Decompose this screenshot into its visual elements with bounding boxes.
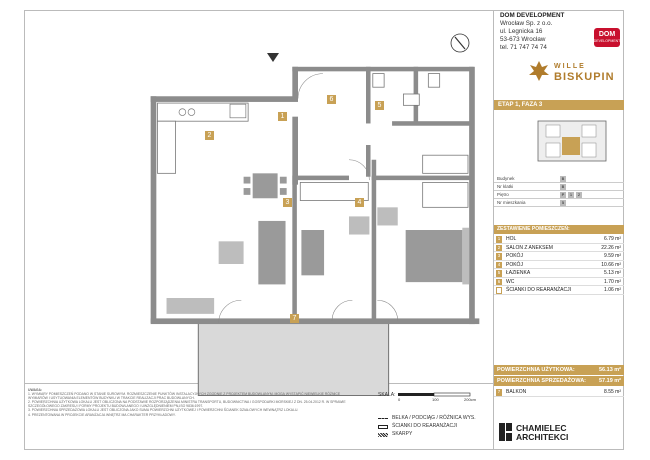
partition-legend-swatch — [378, 425, 388, 429]
usable-area-total — [494, 365, 624, 375]
scale-tick-100: 100 — [432, 397, 439, 402]
plan-label-6: 6 — [327, 95, 336, 104]
brand-name: BISKUPIN — [554, 71, 615, 83]
balcony-area — [198, 323, 388, 396]
sale-area-value: 57.19 m² — [598, 378, 621, 384]
room-number — [496, 287, 502, 294]
developer-company: Wrocław Sp. z o.o. — [500, 20, 553, 27]
room-area: 6.79 m² — [604, 236, 621, 242]
plan-label-7: 7 — [290, 314, 299, 323]
balcony-area: 8.55 m² — [604, 389, 621, 395]
dom-logo-sub: DEVELOPMENT — [593, 38, 621, 43]
architect-line2: ARCHITEKCI — [516, 432, 569, 442]
plan-label-2: 2 — [205, 131, 214, 140]
balcony-row — [494, 388, 624, 397]
room-number: 3 — [497, 253, 501, 258]
meta-apartment-value: 5 — [561, 200, 565, 205]
room-name: SALON Z ANEKSEM — [506, 244, 553, 251]
meta-staircase-label: Nr klatki — [497, 184, 514, 189]
beam-legend-swatch — [378, 418, 388, 419]
leaf-logo-icon — [528, 60, 550, 82]
plan-label-4: 4 — [355, 198, 364, 207]
legend-partitions: ŚCIANKI DO REARANŻACJI — [392, 423, 458, 429]
key-plan-drawing — [536, 113, 608, 168]
room-row — [494, 252, 624, 261]
meta-floor-extra-1: 1 — [569, 192, 573, 197]
room-area: 9.59 m² — [604, 253, 621, 259]
notes-block — [28, 388, 358, 417]
architect-logo-icon — [499, 423, 512, 441]
room-number: 4 — [497, 261, 501, 267]
room-row — [494, 278, 624, 287]
room-name: ŚCIANKI DO REARANŻACJI — [506, 287, 572, 293]
info-panel — [494, 10, 624, 450]
plan-label-5: 5 — [375, 101, 384, 110]
note-item: 4. PREZENTOWANA W PROJEKCIE ARANŻACJA WNĘTRZ MA CHARAKTER PRZYKŁADOWY. — [28, 412, 176, 417]
room-number: 1 — [497, 236, 501, 241]
room-number: 5 — [497, 270, 501, 275]
room-row — [494, 286, 624, 295]
meta-floor-label: Piętro — [497, 192, 509, 197]
legend-beam: BELKA / PODCIĄG / RÓŻNICA WYS. — [392, 415, 476, 421]
architect-name — [516, 424, 568, 442]
meta-apartment — [494, 199, 624, 207]
developer-phone: tel. 71 747 74 74 — [500, 44, 547, 51]
architect-line1: CHAMIELEC — [516, 423, 567, 433]
room-name: POKÓJ — [506, 261, 523, 268]
room-row — [494, 261, 624, 270]
sale-area-total — [494, 376, 624, 386]
stage-bar: ETAP 1, FAZA 3 — [494, 100, 624, 110]
usable-area-value: 56.13 m² — [598, 367, 621, 373]
balcony-name: BALKON — [506, 389, 527, 395]
room-area: 1.70 m² — [604, 278, 621, 285]
meta-floor — [494, 191, 624, 199]
meta-apartment-label: Nr mieszkania — [497, 200, 526, 205]
scale-tick-200: 200cm — [464, 397, 477, 402]
meta-floor-value: P — [561, 192, 565, 197]
scale-tick-0: 0 — [398, 397, 401, 402]
sale-area-label: POWIERZCHNIA SPRZEDAŻOWA: — [497, 378, 587, 384]
room-row — [494, 244, 624, 253]
room-name: POKÓJ — [506, 253, 523, 259]
dom-development-logo — [594, 28, 620, 47]
balcony-number: 7 — [497, 389, 501, 394]
room-area: 1.06 m² — [604, 287, 621, 293]
north-arrow-icon — [449, 32, 471, 54]
room-row — [494, 269, 624, 278]
plan-label-3: 3 — [283, 198, 292, 207]
plan-label-1: 1 — [278, 112, 287, 121]
meta-building — [494, 175, 624, 183]
note-item: 2. POWIERZCHNIA UŻYTKOWA LOKALU JEST OBLICZONA NA PODSTAWIE ROZPORZĄDZENIA MINISTRA TRANSPORTU, BUDOWNICTWA I GOSPODARKI MORSKIEJ Z DN. 25.04.2012 R. W SPRAWIE SZCZEGÓŁOWEGO ZAKRESU I FORMY PROJEKTU BUDOWLANEGO I UWZGLĘDNIENIEM PN-ISO 9836:1997. — [28, 400, 346, 409]
room-number: 6 — [497, 278, 501, 284]
usable-area-label: POWIERZCHNIA UŻYTKOWA: — [497, 367, 575, 373]
scale-label: SKALA: — [378, 392, 396, 398]
floor-plan-drawing — [125, 60, 505, 400]
slope-legend-swatch — [378, 433, 388, 437]
legend-slopes: SKARPY — [392, 431, 413, 437]
room-name: ŁAZIENKA — [506, 270, 531, 276]
rooms-header: ZESTAWIENIE POMIESZCZEŃ: — [494, 225, 624, 234]
room-area: 22.26 m² — [601, 244, 621, 251]
meta-staircase-value: B — [561, 184, 565, 189]
meta-building-value: B — [561, 176, 565, 181]
room-name: WC — [506, 278, 515, 285]
developer-street: ul. Legnicka 16 — [500, 28, 543, 35]
meta-staircase — [494, 183, 624, 191]
note-item: 1. WYMIARY POMIESZCZEŃ PODANO W STANIE SUROWYM. ROZMIESZCZENIE PUNKTÓW INSTALACYJNYCH ZGODNIE Z PROJEKTEM BUDOWLANYM. MOGĄ WYSTĄPIĆ NIEWIELKIE RÓŻNICE WYMIARÓW I USYTUOWANIA ELEMENTÓW BUDYNKU W TRAKCIE REALIZACJI PRAC BUDOWLANYCH. — [28, 392, 341, 401]
developer-city: 53-673 Wrocław — [500, 36, 546, 43]
meta-floor-extra-2: 2 — [577, 192, 581, 197]
room-area: 5.13 m² — [604, 270, 621, 276]
room-name: HOL — [506, 236, 517, 242]
room-area: 10.66 m² — [601, 261, 621, 268]
developer-address — [500, 12, 564, 52]
note-item: 3. POWIERZCHNIA SPRZEDAŻOWA LOKALU JEST OBLICZONA JAKO SUMA POWIERZCHNI UŻYTKOWEJ I POWIERZCHNI ŚCIANEK DZIAŁOWYCH WEWNĄTRZ LOKALU. — [28, 408, 299, 413]
brand-sub: WILLE — [554, 63, 586, 70]
dom-logo-text: DOM — [598, 30, 616, 38]
developer-name: DOM DEVELOPMENT — [500, 12, 565, 19]
meta-building-label: Budynek — [497, 176, 515, 181]
room-row — [494, 235, 624, 244]
scale-bar — [378, 392, 396, 398]
notes-title: UWAGA: — [28, 388, 43, 392]
room-number: 2 — [497, 244, 501, 250]
